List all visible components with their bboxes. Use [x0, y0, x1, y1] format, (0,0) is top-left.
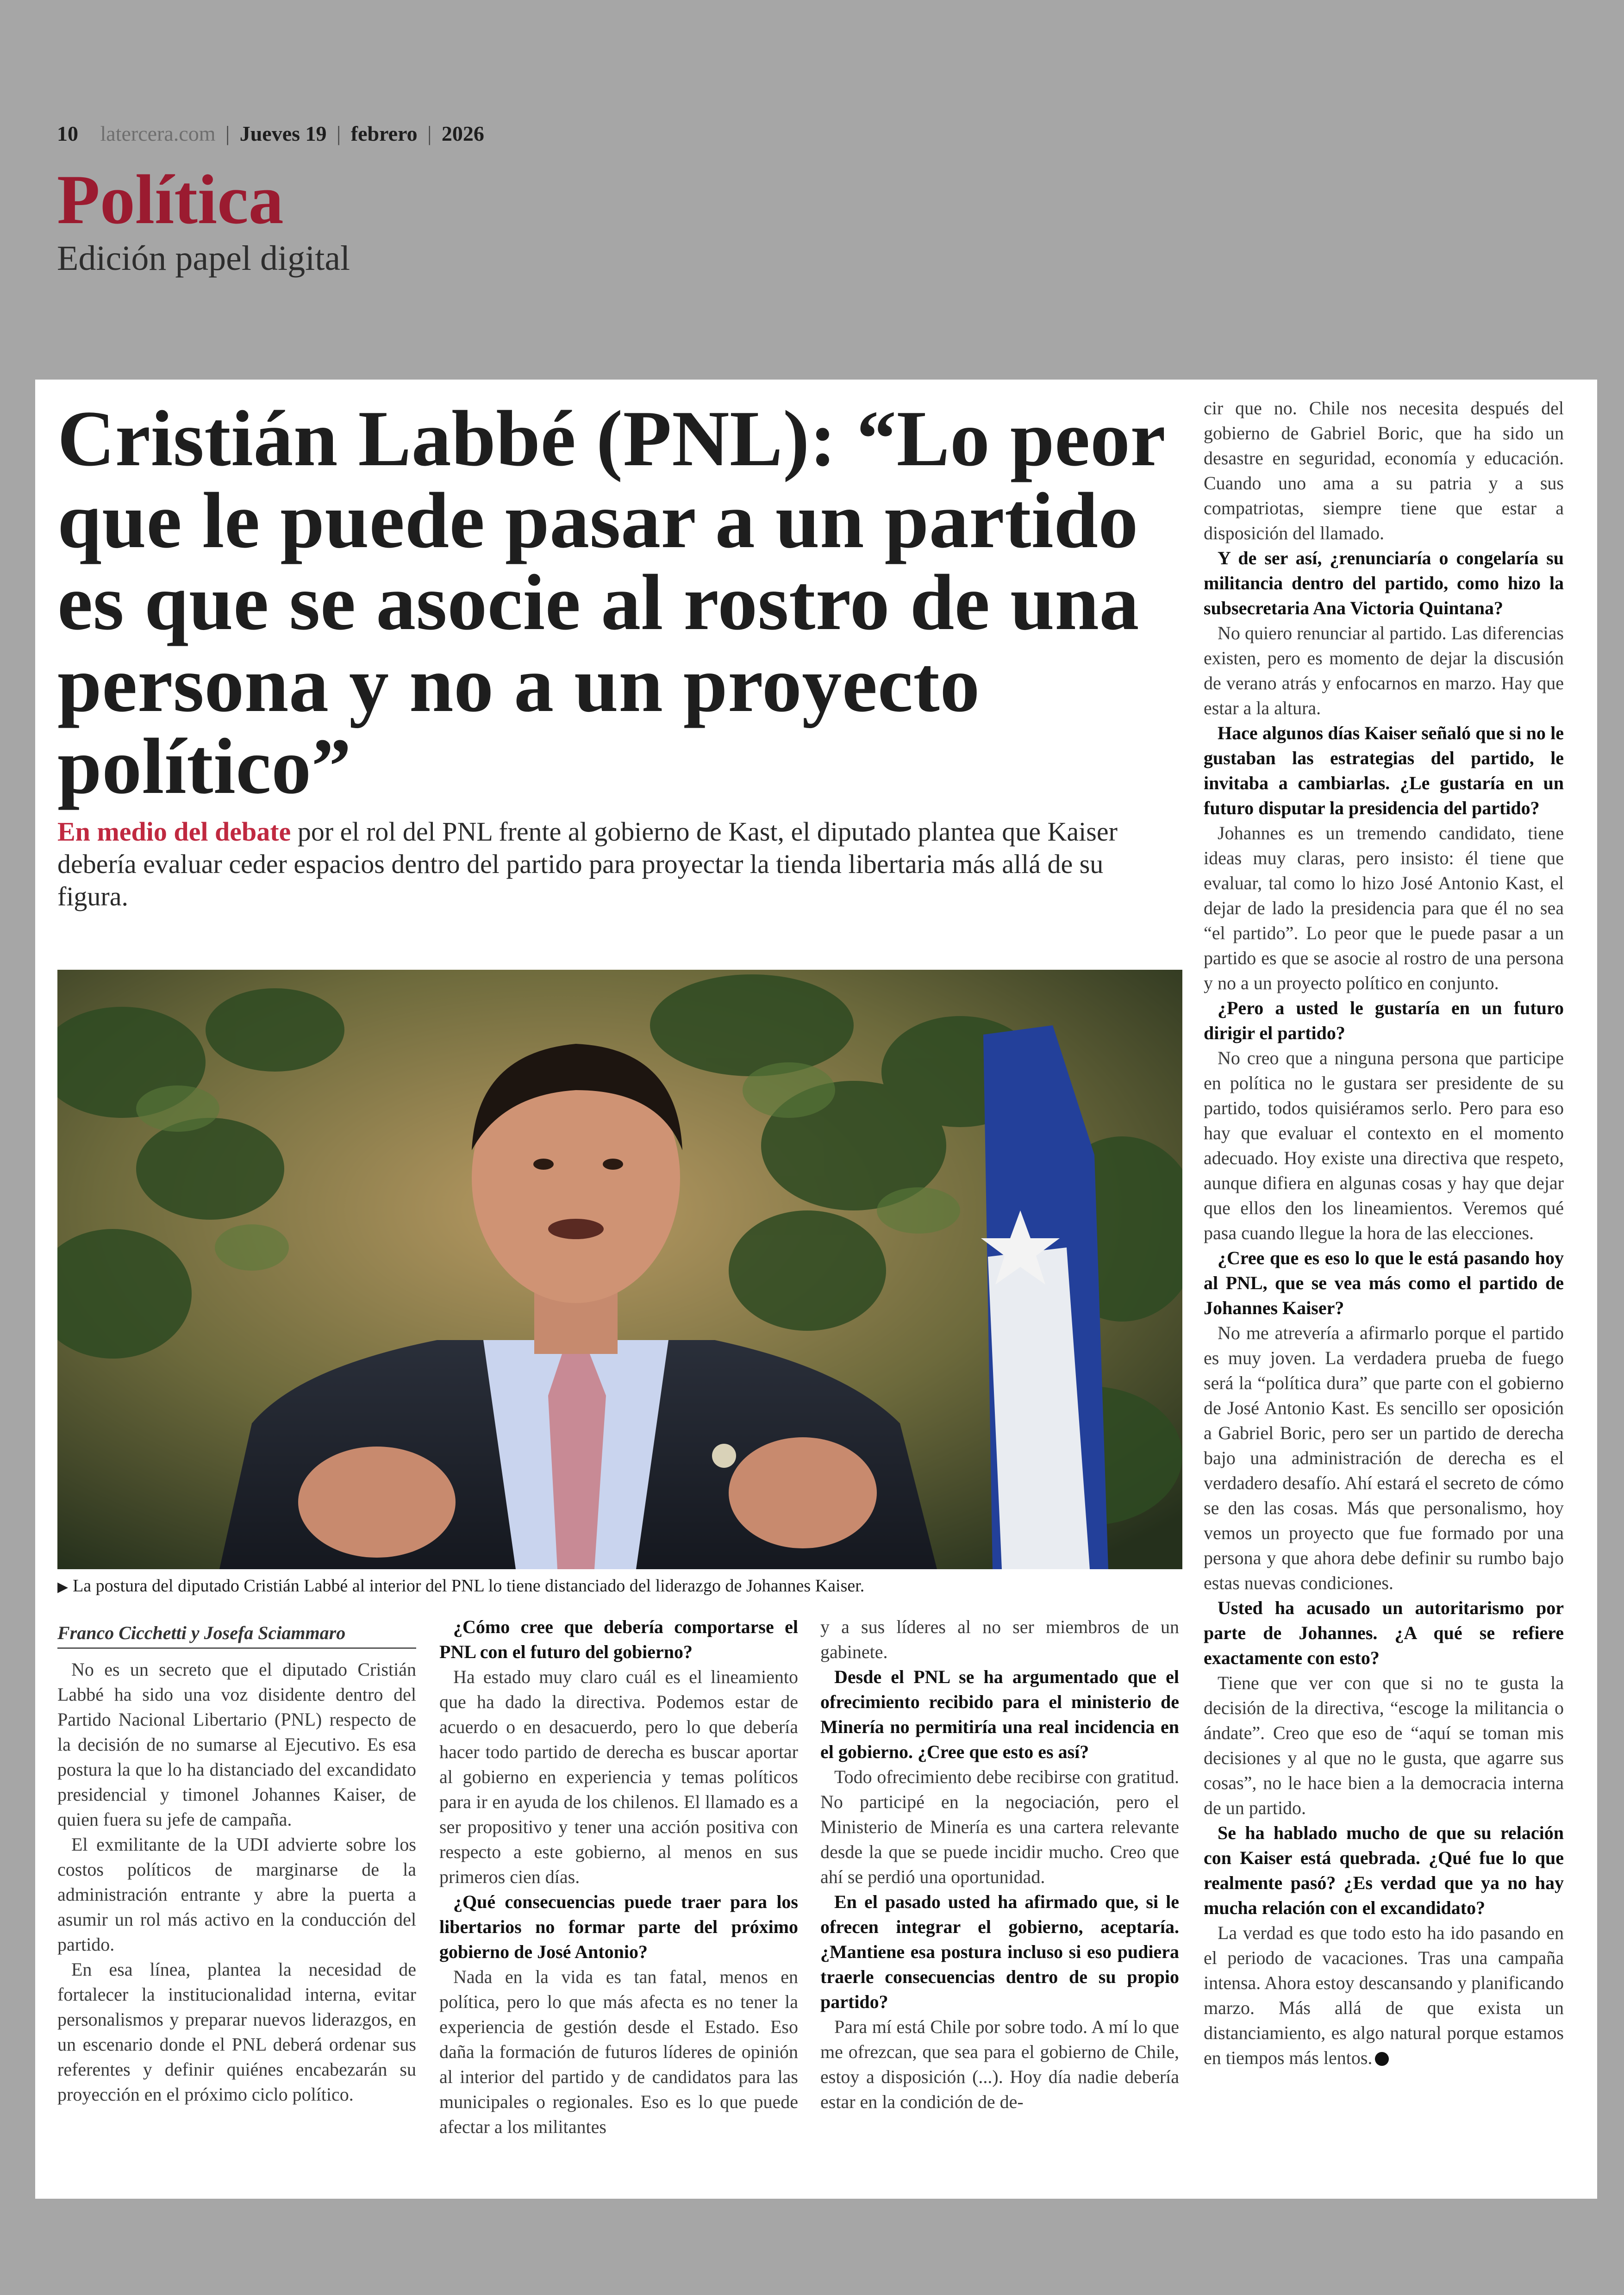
masthead-dateline	[57, 121, 484, 146]
body-paragraph: Para mí está Chile por sobre todo. A mí lo que me ofrezcan, que sea para el gobierno de Chile, estoy a disposición (...). Hoy día nadie debería estar en la condición de de-	[820, 2016, 1179, 2112]
body-paragraph: No es un secreto que el diputado Cristián Labbé ha sido una voz disidente dentro del Partido Nacional Libertario (PNL) respecto de la decisión de no sumarse al Ejecutivo. Es esa postura la que lo ha distanciado del excandidato presidencial y timonel Johannes Kaiser, de quien fuera su jefe de campaña.	[57, 1659, 416, 1830]
byline: Franco Cicchetti y Josefa Sciammaro	[57, 1622, 416, 1649]
body-paragraph: No quiero renunciar al partido. Las diferencias existen, pero es momento de dejar la discusión de verano atrás y enfocarnos en marzo. Hay que estar a la altura.	[1204, 623, 1564, 718]
interview-question: Desde el PNL se ha argumentado que el ofrecimiento recibido para el ministerio de Minería no permitiría una real incidencia en el gobierno. ¿Cree que esto es así?	[820, 1666, 1179, 1762]
article-column-3	[820, 1615, 1179, 2114]
site-link[interactable]: latercera.com	[100, 122, 216, 145]
article-photo	[57, 970, 1182, 1569]
interview-question: ¿Qué consecuencias puede traer para los libertarios no formar parte del próximo gobierno de José Antonio?	[439, 1891, 798, 1962]
issue-year: 2026	[441, 122, 484, 145]
interview-question: Usted ha acusado un autoritarismo por parte de Johannes. ¿A qué se refiere exactamente con esto?	[1204, 1597, 1564, 1668]
separator: |	[225, 122, 230, 145]
caption-text: La postura del diputado Cristián Labbé al interior del PNL lo tiene distanciado del liderazgo de Johannes Kaiser.	[73, 1576, 865, 1596]
interview-question: Hace algunos días Kaiser señaló que si no le gustaban las estrategias del partido, le invitaba a cambiarlas. ¿Le gustaría en un futuro disputar la presidencia del partido?	[1204, 723, 1564, 818]
interview-question: En el pasado usted ha afirmado que, si le ofrecen integrar el gobierno, aceptaría. ¿Mantiene esa postura incluso si eso pudiera traerle consecuencias dentro de su propio partido?	[820, 1891, 1179, 2012]
separator: |	[427, 122, 432, 145]
interview-question: ¿Cómo cree que debería comportarse el PNL con el futuro del gobierno?	[439, 1616, 798, 1662]
body-paragraph: Tiene que ver con que si no te gusta la decisión de la directiva, “escoge la militancia o ándate”. Creo que eso de “aquí se toman mis decisiones y al que no le gusta, que agarre sus cosas”, no le hace bien a la democracia interna de un partido.	[1204, 1672, 1564, 1818]
separator: |	[337, 122, 341, 145]
body-paragraph: No me atrevería a afirmarlo porque el partido es muy joven. La verdadera prueba de fuego será la “política dura” que parte con el gobierno de José Antonio Kast. Es sencillo ser oposición a Gabriel Boric, pero ser un partido de derecha bajo una administración de derecha es el verdadero desafío. Ahí estará el secreto de cómo se den las cosas. Más que personalismo, hoy vemos un proyecto que fue formado por una persona y que ahora debe definir su rumbo bajo estas nuevas condiciones.	[1204, 1322, 1564, 1593]
body-paragraph: El exmilitante de la UDI advierte sobre los costos políticos de marginarse de la administración entrante y abre la puerta a asumir un rol más activo en la conducción del partido.	[57, 1834, 416, 1955]
article-column-1	[57, 1657, 416, 2107]
article-column-2	[439, 1615, 798, 2139]
dek-text: por el rol del PNL frente al gobierno de Kast, el diputado plantea que Kaiser debería evaluar ceder espacios dentro del partido para proyectar la tienda libertaria más allá de su figura.	[57, 817, 1118, 911]
arrow-right-icon: ▶	[57, 1579, 69, 1595]
page-header-band	[0, 0, 1624, 380]
body-paragraph: Ha estado muy claro cuál es el lineamiento que ha dado la directiva. Podemos estar de acuerdo o en desacuerdo, pero lo que debería hacer todo partido de derecha es buscar aportar al gobierno en experiencia y temas políticos para ir en ayuda de los chilenos. El llamado es a ser propositivo y tener una acción positiva con respecto a este gobierno, al menos en sus primeros cien días.	[439, 1666, 798, 1887]
body-paragraph: cir que no. Chile nos necesita después del gobierno de Gabriel Boric, que ha sido un desastre en seguridad, economía y educación. Cuando uno ama a su patria y a sus compatriotas, siempre tiene que estar a disposición del llamado.	[1204, 398, 1564, 543]
body-paragraph: En esa línea, plantea la necesidad de fortalecer la institucionalidad interna, evitar personalismos y preparar nuevos liderazgos, en un escenario donde el PNL deberá ordenar sus referentes y definir quiénes encabezarán su proyección en el próximo ciclo político.	[57, 1959, 416, 2105]
interview-question: ¿Pero a usted le gustaría en un futuro dirigir el partido?	[1204, 998, 1564, 1043]
issue-day: Jueves 19	[239, 122, 327, 145]
article-column-4	[1204, 396, 1564, 2070]
article-page	[35, 380, 1597, 2199]
section-subtitle: Edición papel digital	[57, 239, 350, 278]
interview-question: Se ha hablado mucho de que su relación con Kaiser está quebrada. ¿Qué fue lo que realmente pasó? ¿Es verdad que ya no hay mucha relación con el excandidato?	[1204, 1822, 1564, 1918]
dek	[57, 816, 1178, 913]
dek-lead: En medio del debate	[57, 817, 291, 847]
issue-month: febrero	[350, 122, 418, 145]
interview-question: Y de ser así, ¿renunciaría o congelaría su militancia dentro del partido, como hizo la subsecretaria Ana Victoria Quintana?	[1204, 548, 1564, 618]
body-paragraph: No creo que a ninguna persona que participe en política no le gustara ser presidente de su partido, todos quisiéramos serlo. Pero para eso hay que evaluar el contexto en el momento adecuado. Hoy existe una directiva que respeto, aunque difiera en algunas cosas y hay que dejar que ellos den los lineamientos. Veremos qué pasa cuando llegue la hora de las elecciones.	[1204, 1048, 1564, 1243]
interview-question: ¿Cree que es eso lo que le está pasando hoy al PNL, que se vea más como el partido de Johannes Kaiser?	[1204, 1247, 1564, 1318]
body-paragraph: Nada en la vida es tan fatal, menos en política, pero lo que más afecta es no tener la experiencia de gestión desde el Estado. Eso daña la formación de futuros líderes de opinión al interior del partido y de candidatos para las municipales o regionales. Eso es lo que puede afectar a los militantes	[439, 1966, 798, 2137]
end-mark-icon	[1375, 2052, 1389, 2066]
body-paragraph-final: La verdad es que todo esto ha ido pasando en el periodo de vacaciones. Tras una campaña intensa. Ahora estoy descansando y planificando marzo. Más allá de que exista un distanciamiento, es algo natural porque estamos en tiempos más lentos.	[1204, 1922, 1564, 2068]
photo-caption	[57, 1576, 1182, 1596]
headline: Cristián Labbé (PNL): “Lo peor que le puede pasar a un partido es que se asocie al rostro de una persona y no a un proyecto político”	[57, 395, 1165, 811]
photo-illustration	[57, 970, 1182, 1569]
section-title: Política	[57, 161, 284, 238]
body-paragraph: y a sus líderes al no ser miembros de un gabinete.	[820, 1616, 1179, 1662]
body-paragraph: Johannes es un tremendo candidato, tiene ideas muy claras, pero insisto: él tiene que evaluar, tal como lo hizo José Antonio Kast, el dejar de lado la presidencia para que él no sea “el partido”. Lo peor que le puede pasar a un partido es que se asocie al rostro de una persona y no a un proyecto político en conjunto.	[1204, 823, 1564, 993]
body-paragraph: Todo ofrecimiento debe recibirse con gratitud. No participé en la negociación, pero el Ministerio de Minería es una cartera relevante desde la que se puede incidir mucho. Creo que ahí se perdió una oportunidad.	[820, 1766, 1179, 1887]
page-number: 10	[57, 122, 78, 145]
